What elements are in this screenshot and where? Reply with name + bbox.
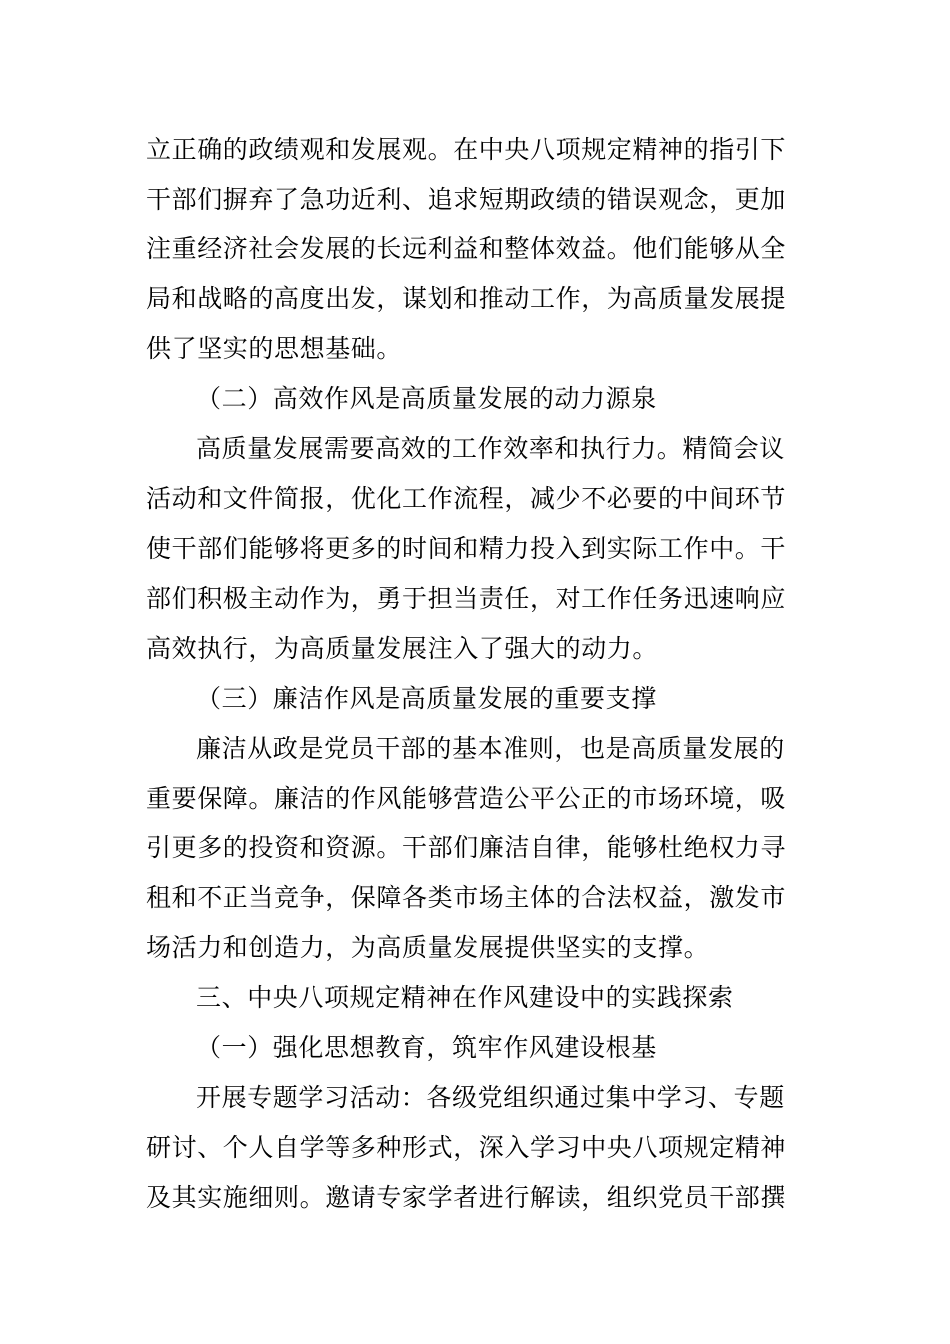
section-heading: （一）强化思想教育，筑牢作风建设根基 [196,1033,657,1062]
body-text-line: 干部们摒弃了急功近利、追求短期政绩的错误观念，更加 [146,185,787,214]
paragraph-first-line: 高质量发展需要高效的工作效率和执行力。精简会议 [196,434,785,463]
body-text-line: 租和不正当竞争，保障各类市场主体的合法权益，激发市 [146,883,787,912]
paragraph-first-line: 开展专题学习活动：各级党组织通过集中学习、专题 [196,1083,785,1112]
body-text-line: 局和战略的高度出发，谋划和推动工作，为高质量发展提 [146,284,787,313]
body-text-line: 活动和文件简报，优化工作流程，减少不必要的中间环节 [146,484,787,513]
body-text-line: 注重经济社会发展的长远利益和整体效益。他们能够从全 [146,234,787,263]
body-text-line: 重要保障。廉洁的作风能够营造公平公正的市场环境，吸 [146,784,787,813]
chapter-heading: 三、中央八项规定精神在作风建设中的实践探索 [196,983,734,1012]
body-text-line: 部们积极主动作为，勇于担当责任，对工作任务迅速响应 [146,584,787,613]
body-text-line: 及其实施细则。邀请专家学者进行解读，组织党员干部撰 [146,1183,787,1212]
paragraph-first-line: 廉洁从政是党员干部的基本准则，也是高质量发展的 [196,734,785,763]
body-text-line: 研讨、个人自学等多种形式，深入学习中央八项规定精神 [146,1133,787,1162]
body-text-line: 高效执行，为高质量发展注入了强大的动力。 [146,634,659,663]
body-text-line: 引更多的投资和资源。干部们廉洁自律，能够杜绝权力寻 [146,833,787,862]
body-text-line: 供了坚实的思想基础。 [146,334,403,363]
body-text-line: 场活力和创造力，为高质量发展提供坚实的支撑。 [146,933,710,962]
section-heading: （三）廉洁作风是高质量发展的重要支撑 [196,684,657,713]
body-text-line: 立正确的政绩观和发展观。在中央八项规定精神的指引下 [146,135,787,164]
body-text-line: 使干部们能够将更多的时间和精力投入到实际工作中。干 [146,534,787,563]
section-heading: （二）高效作风是高质量发展的动力源泉 [196,384,657,413]
